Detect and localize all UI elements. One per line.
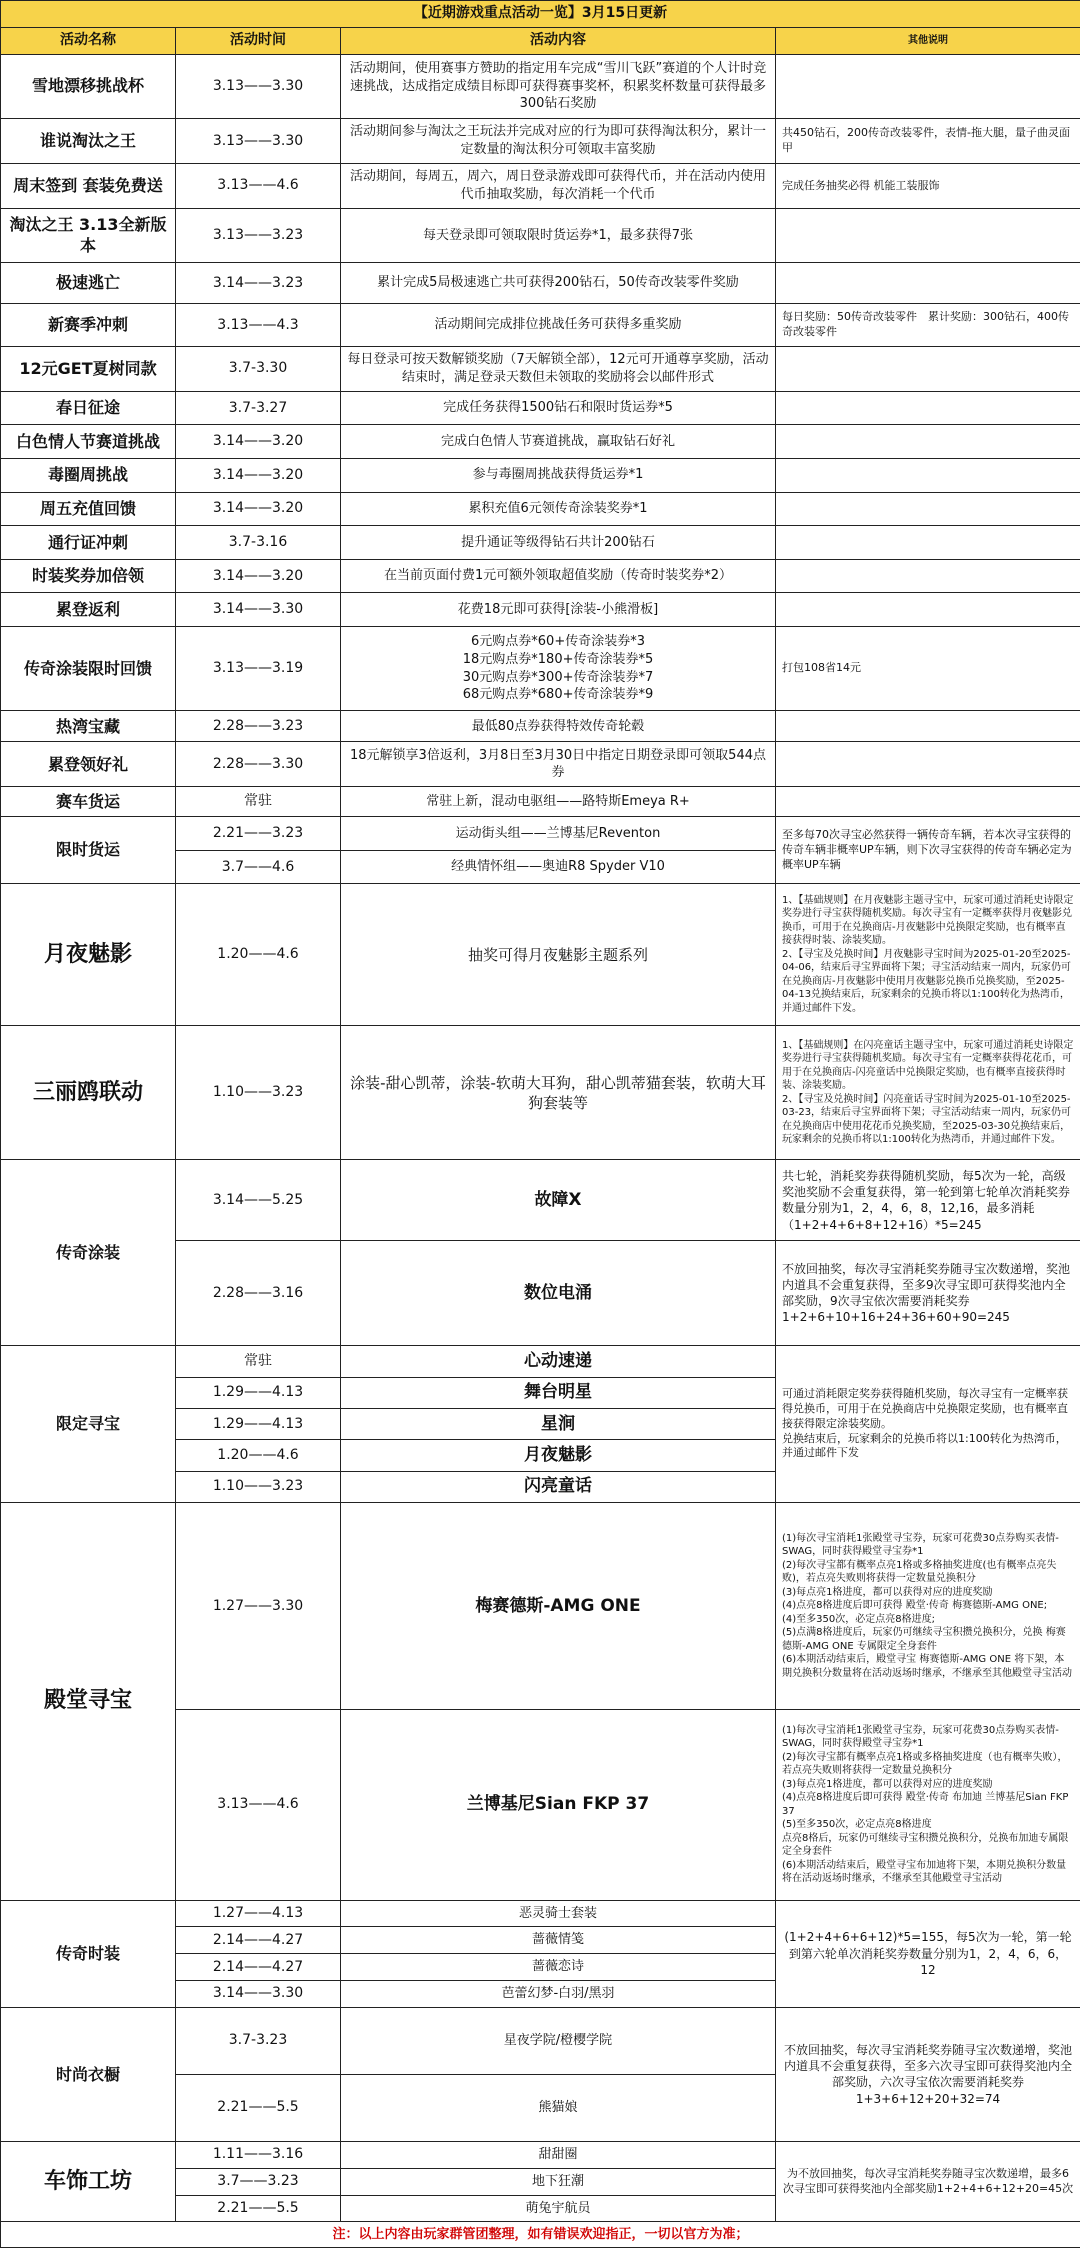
activity-note: 完成任务抽奖必得 机能工装服饰 [776, 163, 1080, 208]
activity-name: 谁说淘汰之王 [1, 119, 176, 164]
sheet-title: 【近期游戏重点活动一览】3月15日更新 [1, 1, 1080, 28]
activity-content: 每天登录即可领取限时货运券*1，最多获得7张 [341, 208, 776, 262]
header-activity-name: 活动名称 [1, 27, 176, 54]
activity-content: 芭蕾幻梦-白羽/黑羽 [341, 1980, 776, 2007]
activity-time: 3.14——3.30 [176, 1980, 341, 2007]
table-row [1, 304, 1080, 347]
activity-content: 18元解锁享3倍返利，3月8日至3月30日中指定日期登录即可领取544点券 [341, 742, 776, 787]
activity-time: 1.27——4.13 [176, 1900, 341, 1927]
activity-content: 星夜学院/橙樱学院 [341, 2007, 776, 2074]
activity-time: 3.13——3.30 [176, 119, 341, 164]
activity-note: (1)每次寻宝消耗1张殿堂寻宝券，玩家可花费30点券购买表情-SWAG，同时获得殿堂寻宝券*1 (2)每次寻宝都有概率点亮1格或多格抽奖进度(也有概率点亮失败)，若点亮失败则将获得一定数量兑换积分 (3)每点亮1格进度，都可以获得对应的进度奖励 (4)点亮8格进度后即可获得 殿堂·传奇 梅赛德斯-AMG ONE; (4)至多350次，必定点亮8格进度; (5)点满8格进度后，玩家仍可继续寻宝积攒兑换积分，兑换 梅赛德斯-AMG ONE 专属限定全身套件 (6)本期活动结束后，殿堂寻宝 梅赛德斯-AMG ONE 将下架，本期兑换积分数量将在活动返场时继承，不继承至其他殿堂寻宝活动 [776, 1502, 1080, 1709]
activity-content: 活动期间参与淘汰之王玩法并完成对应的行为即可获得淘汰积分，累计一定数量的淘汰积分可领取丰富奖励 [341, 119, 776, 164]
activity-content: 常驻上新，混动电驱组——路特斯Emeya R+ [341, 787, 776, 817]
activity-content: 心动速递 [341, 1346, 776, 1377]
activity-time: 1.29——4.13 [176, 1377, 341, 1408]
activity-content: 最低80点券获得特效传奇轮毂 [341, 711, 776, 742]
activity-time: 2.21——3.23 [176, 817, 341, 851]
activity-note: (1+2+4+6+6+12)*5=155，每5次为一轮，第一轮到第六轮单次消耗奖券数量分别为1，2，4，6，6，12 [776, 1900, 1080, 2007]
activity-time: 3.14——3.20 [176, 492, 341, 526]
activity-note: 为不放回抽奖，每次寻宝消耗奖券随寻宝次数递增，最多6次寻宝即可获得奖池内全部奖励1+2+4+6+12+20=45次 [776, 2142, 1080, 2222]
activity-content: 完成任务获得1500钻石和限时货运券*5 [341, 391, 776, 425]
activity-time: 3.14——3.20 [176, 458, 341, 492]
activity-name: 累登领好礼 [1, 742, 176, 787]
activity-note [776, 262, 1080, 303]
table-row [1, 787, 1080, 817]
activity-time: 3.13——4.3 [176, 304, 341, 347]
table-row [1, 492, 1080, 526]
activity-note [776, 742, 1080, 787]
activity-content: 运动街头组——兰博基尼Reventon [341, 817, 776, 851]
activity-name: 热湾宝藏 [1, 711, 176, 742]
activity-name: 雪地漂移挑战杯 [1, 54, 176, 119]
activity-time: 2.21——5.5 [176, 2195, 341, 2222]
activity-content: 星涧 [341, 1409, 776, 1440]
table-row [1, 1346, 1080, 1377]
activity-content: 参与毒圈周挑战获得货运券*1 [341, 458, 776, 492]
activity-time: 3.13——3.23 [176, 208, 341, 262]
activity-name: 车饰工坊 [1, 2142, 176, 2222]
activity-content: 梅赛德斯-AMG ONE [341, 1502, 776, 1709]
activity-time: 3.14——5.25 [176, 1160, 341, 1241]
activity-time: 1.10——3.23 [176, 1471, 341, 1502]
activity-content: 甜甜圈 [341, 2142, 776, 2169]
activity-note [776, 458, 1080, 492]
table-row [1, 163, 1080, 208]
table-row [1, 593, 1080, 627]
activity-time: 2.21——5.5 [176, 2074, 341, 2141]
table-row [1, 425, 1080, 459]
activity-note: 每日奖励：50传奇改装零件 累计奖励：300钻石，400传奇改装零件 [776, 304, 1080, 347]
activity-note [776, 346, 1080, 391]
activity-content: 活动期间完成排位挑战任务可获得多重奖励 [341, 304, 776, 347]
activity-time: 3.14——3.23 [176, 262, 341, 303]
table-row [1, 1026, 1080, 1160]
activity-time: 2.14——4.27 [176, 1954, 341, 1981]
activity-content: 萌兔宇航员 [341, 2195, 776, 2222]
activity-time: 3.14——3.20 [176, 559, 341, 593]
activity-time: 3.7——4.6 [176, 850, 341, 884]
activity-note [776, 391, 1080, 425]
table-row [1, 2007, 1080, 2074]
activity-time: 2.28——3.16 [176, 1241, 341, 1346]
activity-note: 不放回抽奖，每次寻宝消耗奖券随寻宝次数递增，奖池内道具不会重复获得，至多六次寻宝即可获得奖池内全部奖励，六次寻宝依次需要消耗奖券 1+3+6+12+20+32=74 [776, 2007, 1080, 2141]
activity-content: 恶灵骑士套装 [341, 1900, 776, 1927]
table-row [1, 884, 1080, 1026]
activity-note: 打包108省14元 [776, 626, 1080, 710]
activity-content: 数位电涌 [341, 1241, 776, 1346]
table-row [1, 119, 1080, 164]
activity-time: 3.7——3.23 [176, 2168, 341, 2195]
activity-content: 经典情怀组——奥迪R8 Spyder V10 [341, 850, 776, 884]
header-activity-time: 活动时间 [176, 27, 341, 54]
activity-name: 传奇时装 [1, 1900, 176, 2007]
activity-note [776, 425, 1080, 459]
activity-content: 活动期间，使用赛事方赞助的指定用车完成“雪川飞跃”赛道的个人计时竞速挑战，达成指定成绩目标即可获得赛事奖杯，积累奖杯数量可获得最多300钻石奖励 [341, 54, 776, 119]
activity-time: 1.11——3.16 [176, 2142, 341, 2169]
activity-content: 舞台明星 [341, 1377, 776, 1408]
activity-note [776, 54, 1080, 119]
activity-content: 故障X [341, 1160, 776, 1241]
table-row [1, 2142, 1080, 2169]
header-activity-content: 活动内容 [341, 27, 776, 54]
activity-time: 1.20——4.6 [176, 884, 341, 1026]
footer-note: 注：以上内容由玩家群管团整理，如有错误欢迎指正，一切以官方为准； [1, 2222, 1080, 2248]
activity-note [776, 208, 1080, 262]
table-row [1, 711, 1080, 742]
activity-time: 常驻 [176, 787, 341, 817]
table-row [1, 2222, 1080, 2248]
activity-content: 提升通证等级得钻石共计200钻石 [341, 526, 776, 560]
activity-time: 3.13——3.30 [176, 54, 341, 119]
activity-content: 地下狂潮 [341, 2168, 776, 2195]
activity-note [776, 711, 1080, 742]
activity-name: 12元GET夏树同款 [1, 346, 176, 391]
activity-note: 不放回抽奖，每次寻宝消耗奖券随寻宝次数递增，奖池内道具不会重复获得，至多9次寻宝即可获得奖池内全部奖励，9次寻宝依次需要消耗奖券 1+2+6+10+16+24+36+60+90=245 [776, 1241, 1080, 1346]
activity-note [776, 526, 1080, 560]
table-row [1, 262, 1080, 303]
activity-content: 闪亮童话 [341, 1471, 776, 1502]
activity-content: 兰博基尼Sian FKP 37 [341, 1710, 776, 1900]
activity-content: 活动期间，每周五，周六，周日登录游戏即可获得代币，并在活动内使用代币抽取奖励，每次消耗一个代币 [341, 163, 776, 208]
activity-time: 3.13——3.19 [176, 626, 341, 710]
activity-time: 3.7-3.16 [176, 526, 341, 560]
table-row [1, 742, 1080, 787]
activity-content: 6元购点券*60+传奇涂装券*3 18元购点券*180+传奇涂装券*5 30元购点券*300+传奇涂装券*7 68元购点券*680+传奇涂装券*9 [341, 626, 776, 710]
activity-content: 蔷薇恋诗 [341, 1954, 776, 1981]
activity-time: 1.20——4.6 [176, 1440, 341, 1471]
activity-time: 3.7-3.30 [176, 346, 341, 391]
activity-content: 抽奖可得月夜魅影主题系列 [341, 884, 776, 1026]
activity-content: 每日登录可按天数解锁奖励（7天解锁全部），12元可开通尊享奖励，活动结束时，满足登录天数但未领取的奖励将会以邮件形式 [341, 346, 776, 391]
activity-time: 1.27——3.30 [176, 1502, 341, 1709]
activity-name: 殿堂寻宝 [1, 1502, 176, 1900]
activity-time: 3.14——3.20 [176, 425, 341, 459]
activity-note [776, 787, 1080, 817]
activity-name: 毒圈周挑战 [1, 458, 176, 492]
activity-content: 在当前页面付费1元可额外领取超值奖励（传奇时装奖券*2） [341, 559, 776, 593]
activity-content: 涂装-甜心凯蒂，涂装-软萌大耳狗，甜心凯蒂猫套装，软萌大耳狗套装等 [341, 1026, 776, 1160]
activity-name: 时装奖券加倍领 [1, 559, 176, 593]
activity-note [776, 492, 1080, 526]
activity-time: 3.13——4.6 [176, 163, 341, 208]
activity-name: 限时货运 [1, 817, 176, 884]
activity-name: 周末签到 套装免费送 [1, 163, 176, 208]
table-row [1, 1900, 1080, 1927]
table-row [1, 54, 1080, 119]
activity-time: 3.13——4.6 [176, 1710, 341, 1900]
table-row [1, 458, 1080, 492]
activity-name: 传奇涂装限时回馈 [1, 626, 176, 710]
activity-note: 至多每70次寻宝必然获得一辆传奇车辆，若本次寻宝获得的传奇车辆非概率UP车辆，则下次寻宝获得的传奇车辆必定为概率UP车辆 [776, 817, 1080, 884]
activity-time: 2.14——4.27 [176, 1927, 341, 1954]
activity-name: 周五充值回馈 [1, 492, 176, 526]
activity-content: 蔷薇情笺 [341, 1927, 776, 1954]
table-row [1, 526, 1080, 560]
table-row [1, 1502, 1080, 1709]
activity-name: 赛车货运 [1, 787, 176, 817]
activity-name: 时尚衣橱 [1, 2007, 176, 2141]
header-other-notes: 其他说明 [776, 27, 1080, 54]
activity-note [776, 593, 1080, 627]
activity-name: 淘汰之王 3.13全新版本 [1, 208, 176, 262]
activity-name: 限定寻宝 [1, 1346, 176, 1502]
activity-time: 3.7-3.23 [176, 2007, 341, 2074]
activity-name: 累登返利 [1, 593, 176, 627]
table-row [1, 626, 1080, 710]
activity-note [776, 559, 1080, 593]
table-row [1, 559, 1080, 593]
activity-time: 常驻 [176, 1346, 341, 1377]
activity-name: 春日征途 [1, 391, 176, 425]
activity-name: 新赛季冲刺 [1, 304, 176, 347]
activity-content: 累积充值6元领传奇涂装奖券*1 [341, 492, 776, 526]
activity-note: 共七轮，消耗奖券获得随机奖励，每5次为一轮，高级奖池奖励不会重复获得，第一轮到第七轮单次消耗奖券数量分别为1，2，4，6，8，12,16，最多消耗（1+2+4+6+8+12+16）*5=245 [776, 1160, 1080, 1241]
activity-time: 1.29——4.13 [176, 1409, 341, 1440]
activity-time: 3.7-3.27 [176, 391, 341, 425]
activity-name: 白色情人节赛道挑战 [1, 425, 176, 459]
activity-note: 可通过消耗限定奖券获得随机奖励，每次寻宝有一定概率获得兑换币，可用于在兑换商店中兑换限定奖励，也有概率直接获得限定涂装奖励。 兑换结束后，玩家剩余的兑换币将以1:100转化为热湾币，并通过邮件下发 [776, 1346, 1080, 1502]
activity-content: 累计完成5局极速逃亡共可获得200钻石，50传奇改装零件奖励 [341, 262, 776, 303]
activity-name: 极速逃亡 [1, 262, 176, 303]
activity-time: 1.10——3.23 [176, 1026, 341, 1160]
activity-content: 完成白色情人节赛道挑战，赢取钻石好礼 [341, 425, 776, 459]
activity-content: 熊猫娘 [341, 2074, 776, 2141]
activity-name: 月夜魅影 [1, 884, 176, 1026]
activity-time: 3.14——3.30 [176, 593, 341, 627]
table-row [1, 817, 1080, 851]
activity-name: 三丽鸥联动 [1, 1026, 176, 1160]
table-row [1, 346, 1080, 391]
table-row [1, 1160, 1080, 1241]
activity-note: 1、【基础规则】在月夜魅影主题寻宝中，玩家可通过消耗史诗限定奖券进行寻宝获得随机奖励。每次寻宝有一定概率获得月夜魅影兑换币，可用于在兑换商店-月夜魅影中兑换限定奖励，也有概率直接获得时装、涂装奖励。 2、【寻宝及兑换时间】月夜魅影寻宝时间为2025-01-20至2025-04-06，结束后寻宝界面将下架；寻宝活动结束一周内，玩家仍可在兑换商店-月夜魅影中使用月夜魅影兑换币兑换奖励，至2025-04-13兑换结束后，玩家剩余的兑换币将以1:100转化为热湾币，并通过邮件下发。 [776, 884, 1080, 1026]
activity-note: 1、【基础规则】在闪亮童话主题寻宝中，玩家可通过消耗史诗限定奖券进行寻宝获得随机奖励。每次寻宝有一定概率获得花花币，可用于在兑换商店-闪亮童话中兑换限定奖励，也有概率直接获得时装、涂装奖励。 2、【寻宝及兑换时间】闪亮童话寻宝时间为2025-01-10至2025-03-23，结束后寻宝界面将下架；寻宝活动结束一周内，玩家仍可在兑换商店中使用花花币兑换奖励，至2025-03-30兑换结束后，玩家剩余的兑换币将以1:100转化为热湾币，并通过邮件下发。 [776, 1026, 1080, 1160]
activity-content: 月夜魅影 [341, 1440, 776, 1471]
activity-note: (1)每次寻宝消耗1张殿堂寻宝券，玩家可花费30点券购买表情-SWAG，同时获得殿堂寻宝券*1 (2)每次寻宝都有概率点亮1格或多格抽奖进度（也有概率失败），若点亮失败则将获得一定数量兑换积分 (3)每点亮1格进度，都可以获得对应的进度奖励 (4)点亮8格进度后即可获得 殿堂·传奇 布加迪 兰博基尼Sian FKP 37 (5)至多350次，必定点亮8格进度 点亮8格后，玩家仍可继续寻宝积攒兑换积分，兑换布加迪专属限定全身套件 (6)本期活动结束后，殿堂寻宝布加迪将下架，本期兑换积分数量将在活动返场时继承，不继承至其他殿堂寻宝活动 [776, 1710, 1080, 1900]
table-row [1, 208, 1080, 262]
activity-name: 通行证冲刺 [1, 526, 176, 560]
activity-name: 传奇涂装 [1, 1160, 176, 1346]
activity-time: 2.28——3.23 [176, 711, 341, 742]
activity-time: 2.28——3.30 [176, 742, 341, 787]
activity-content: 花费18元即可获得[涂装-小熊滑板] [341, 593, 776, 627]
activity-note: 共450钻石，200传奇改装零件，表情-拖大腿，量子曲灵面甲 [776, 119, 1080, 164]
table-row [1, 391, 1080, 425]
